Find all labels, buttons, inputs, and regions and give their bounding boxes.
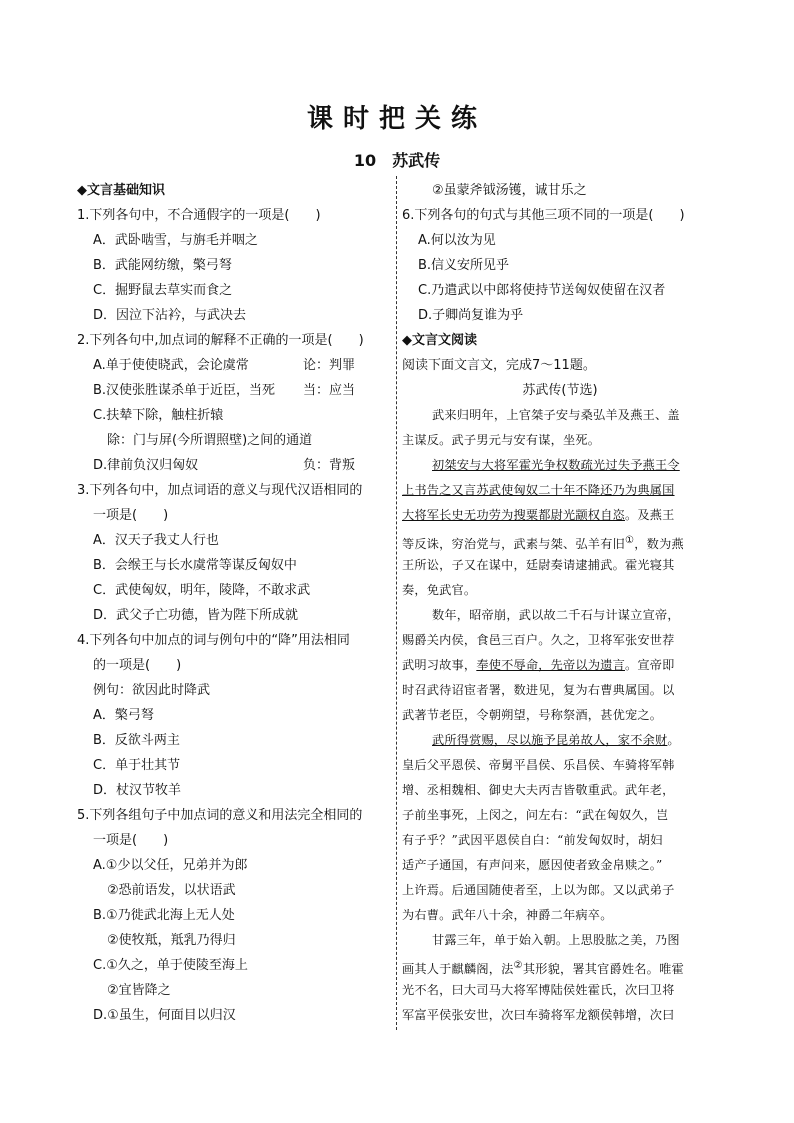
passage-line: 军富平侯张安世，次曰车骑将军龙额侯韩增，次曰 xyxy=(402,1008,675,1022)
passage-line: 奏，免武官。 xyxy=(402,583,477,597)
q2-option-c-gloss: 除：门与屏(今所谓照壁)之间的通道 xyxy=(107,433,313,448)
footnote-marker-2: ② xyxy=(513,960,523,971)
passage-line xyxy=(402,953,718,978)
passage-text: 。 xyxy=(667,733,680,747)
passage-line xyxy=(402,728,718,753)
q5-option-b2: ②使牧羝，羝乳乃得归 xyxy=(107,933,236,948)
q4-option-d: D．杖汉节牧羊 xyxy=(93,783,182,798)
q5-option-d2: ②虽蒙斧钺汤镬，诚甘乐之 xyxy=(432,183,587,198)
footnote-marker-1: ① xyxy=(624,535,635,546)
passage-line: 赐爵关内侯，食邑三百户。久之，卫将军张安世荐 xyxy=(402,633,675,647)
q6-option-d: D.子卿尚复谁为乎 xyxy=(418,308,524,323)
q3-stem: 3.下列各句中，加点词语的意义与现代汉语相同的 xyxy=(77,483,363,498)
q5-option-a2: ②恐前语发，以状语武 xyxy=(107,883,236,898)
passage-line: 适产子通国，有声问来，愿因使者致金帛赎之。” xyxy=(402,858,663,872)
q4-stem-cont: 的一项是( ) xyxy=(93,658,182,673)
passage-text: 等反诛，穷治党与，武素与桀、弘羊有旧 xyxy=(402,537,625,552)
passage-line xyxy=(402,528,718,553)
passage-line: 增、丞相魏相、御史大夫丙吉皆敬重武。武年老， xyxy=(402,783,675,797)
passage-line: 为右曹。武年八十余，神爵二年病卒。 xyxy=(402,908,613,922)
passage-text: 。及燕王 xyxy=(624,508,675,522)
q3-option-c: C．武使匈奴，明年，陵降，不敢求武 xyxy=(93,583,311,598)
passage-line xyxy=(402,503,718,528)
q4-option-c: C．单于壮其节 xyxy=(93,758,181,773)
passage-line: 数年，昭帝崩，武以故二千石与计谋立宣帝， xyxy=(432,608,680,622)
q5-option-a1: A.①少以父任，兄弟并为郎 xyxy=(93,858,248,873)
passage-line: 皇后父平恩侯、帝舅平昌侯、乐昌侯、车骑将军韩 xyxy=(402,758,675,772)
q2-stem: 2.下列各句中,加点词的解释不正确的一项是( ) xyxy=(77,333,364,348)
passage-title: 苏武传(节选) xyxy=(522,383,598,398)
passage-text: 画其人于麒麟阁，法 xyxy=(402,962,514,977)
passage-line: 上许焉。后通国随使者至，上以为郎。又以武弟子 xyxy=(402,883,675,897)
passage xyxy=(402,403,718,1028)
passage-line: 有子乎？”武因平恩侯自白：“前发匈奴时，胡妇 xyxy=(402,833,663,847)
passage-line: 时召武待诏宦者署，数进见，复为右曹典属国。以 xyxy=(402,683,675,697)
q5-option-c2: ②宜皆降之 xyxy=(107,983,171,998)
passage-line xyxy=(402,653,718,678)
q2-option-a xyxy=(77,353,391,378)
q3-option-a: A．汉天子我丈人行也 xyxy=(93,533,219,548)
passage-line: 王所讼，子又在谋中，廷尉奏请逮捕武。霍光寝其 xyxy=(402,558,675,572)
q2-option-b-gloss: 当：应当 xyxy=(303,383,356,398)
q1-option-d: D．因泣下沾衿，与武决去 xyxy=(93,308,247,323)
passage-text: 武明习故事， xyxy=(402,658,477,672)
q5-stem-cont: 一项是( ) xyxy=(93,833,169,848)
underlined-sentence: 上书告之又言苏武使匈奴二十年不降还乃为典属国 xyxy=(402,483,675,497)
passage-line: 武来归明年，上官桀子安与桑弘羊及燕王、盖 xyxy=(432,408,680,422)
page-title: 课时把关练 xyxy=(306,104,487,134)
column-divider xyxy=(396,176,397,1030)
q4-stem: 4.下列各句中加点的词与例句中的“降”用法相同 xyxy=(77,633,350,648)
q1-option-c: C．掘野鼠去草实而食之 xyxy=(93,283,233,298)
q2-option-a-text: A.单于使使晓武，会论虞常 xyxy=(93,358,249,373)
left-column xyxy=(77,178,391,1028)
passage-line xyxy=(402,453,718,478)
passage-line: 光不名，曰大司马大将军博陆侯姓霍氏，次曰卫将 xyxy=(402,983,675,997)
underlined-sentence: 奉使不辱命，先帝以为遗言 xyxy=(476,658,625,672)
underlined-sentence: 武所得赏赐，尽以施予昆弟故人，家不余财 xyxy=(432,733,668,747)
passage-line: 武著节老臣，令朝朔望，号称祭酒，甚优宠之。 xyxy=(402,708,663,722)
q3-option-d: D．武父子亡功德，皆为陛下所成就 xyxy=(93,608,299,623)
q5-option-b1: B.①乃徙武北海上无人处 xyxy=(93,908,235,923)
passage-line: 主谋反。武子男元与安有谋，坐死。 xyxy=(402,433,601,447)
q6-option-c: C.乃遣武以中郎将使持节送匈奴使留在汉者 xyxy=(418,283,666,298)
q3-stem-cont: 一项是( ) xyxy=(93,508,169,523)
q1-stem: 1.下列各句中，不合通假字的一项是( ) xyxy=(77,208,321,223)
q4-example: 例句：欲因此时降武 xyxy=(93,683,211,698)
underlined-sentence: 大将军长史无功劳为搜粟都尉光颛权自恣 xyxy=(402,508,625,522)
q2-option-d-text: D.律前负汉归匈奴 xyxy=(93,458,199,473)
reading-instruction: 阅读下面文言文，完成7～11题。 xyxy=(402,358,596,373)
q2-option-d xyxy=(77,453,391,478)
q1-option-b: B．武能网纺缴，檠弓弩 xyxy=(93,258,232,273)
q2-option-c: C.扶辇下除，触柱折辕 xyxy=(93,408,224,423)
q6-option-a: A.何以汝为见 xyxy=(418,233,496,248)
passage-line: 甘露三年，单于始入朝。上思股肱之美，乃图 xyxy=(432,933,680,947)
q4-option-a: A．檠弓弩 xyxy=(93,708,154,723)
section-heading-reading: ◆文言文阅读 xyxy=(402,333,477,348)
passage-line: 子前坐事死，上闵之，问左右：“武在匈奴久，岂 xyxy=(402,808,669,822)
q5-option-d1: D.①虽生，何面目以归汉 xyxy=(93,1008,236,1023)
passage-text: ，数为燕 xyxy=(634,537,684,552)
lesson-title: 10 苏武传 xyxy=(353,151,441,170)
passage-text: 。宣帝即 xyxy=(624,658,675,672)
section-heading-basics: ◆文言基础知识 xyxy=(77,183,165,198)
q2-option-b-text: B.汉使张胜谋杀单于近臣，当死 xyxy=(93,383,276,398)
q6-option-b: B.信义安所见乎 xyxy=(418,258,510,273)
q2-option-a-gloss: 论：判罪 xyxy=(303,358,356,373)
q2-option-b xyxy=(77,378,391,403)
q3-option-b: B．会缑王与长水虞常等谋反匈奴中 xyxy=(93,558,297,573)
q2-option-d-gloss: 负：背叛 xyxy=(303,458,356,473)
q6-stem: 6.下列各句的句式与其他三项不同的一项是( ) xyxy=(402,208,685,223)
q1-option-a: A．武卧啮雪，与旃毛并咽之 xyxy=(93,233,258,248)
underlined-sentence: 初桀安与大将军霍光争权数疏光过失予燕王令 xyxy=(432,458,680,472)
passage-text: 其形貌，署其官爵姓名。唯霍 xyxy=(522,962,684,977)
passage-line xyxy=(402,478,718,503)
q5-stem: 5.下列各组句子中加点词的意义和用法完全相同的 xyxy=(77,808,363,823)
right-column xyxy=(402,178,718,1028)
q5-option-c1: C.①久之，单于使陵至海上 xyxy=(93,958,248,973)
q4-option-b: B．反欲斗两主 xyxy=(93,733,180,748)
